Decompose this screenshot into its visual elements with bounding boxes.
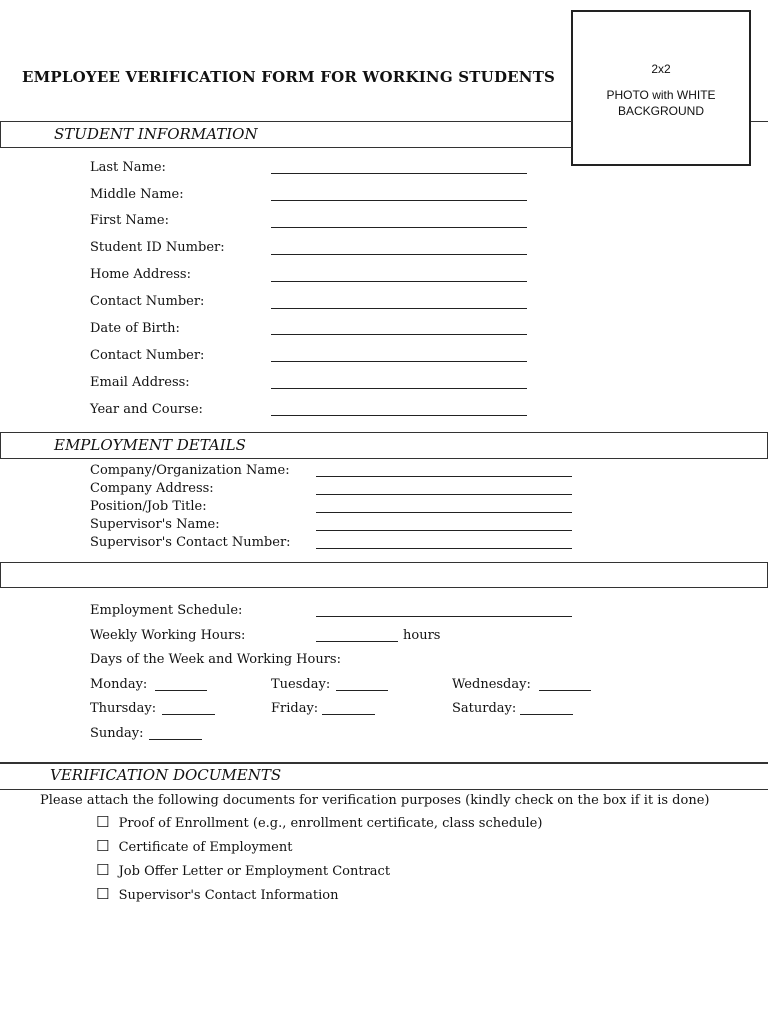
- field-label-student-id: Student ID Number:: [90, 240, 225, 255]
- field-line-home-address[interactable]: [271, 281, 527, 282]
- checkbox-icon[interactable]: ☐: [96, 813, 110, 831]
- employment-header: [0, 432, 768, 459]
- day-line-thursday[interactable]: [162, 714, 215, 715]
- day-label-thursday: Thursday:: [90, 701, 157, 716]
- header-rule-right: [751, 121, 768, 122]
- field-label-position: Position/Job Title:: [90, 499, 207, 514]
- field-line-supervisor-contact[interactable]: [316, 548, 572, 549]
- checklist-label-enrollment: Proof of Enrollment (e.g., enrollment certificate, class schedule): [118, 816, 543, 831]
- photo-instruction: [573, 87, 749, 119]
- day-label-sunday: Sunday:: [90, 726, 144, 741]
- field-label-supervisor-contact: Supervisor's Contact Number:: [90, 535, 291, 550]
- day-line-friday[interactable]: [322, 714, 375, 715]
- day-label-friday: Friday:: [271, 701, 319, 716]
- field-line-weekly-hours[interactable]: [316, 641, 398, 642]
- day-line-monday[interactable]: [155, 690, 207, 691]
- field-label-home-address: Home Address:: [90, 267, 191, 282]
- field-label-date-of-birth: Date of Birth:: [90, 321, 180, 336]
- checklist-item[interactable]: [96, 837, 292, 855]
- checklist-item[interactable]: [96, 861, 390, 879]
- field-line-company-name[interactable]: [316, 476, 572, 477]
- verification-title: VERIFICATION DOCUMENTS: [50, 766, 282, 784]
- field-label-company-name: Company/Organization Name:: [90, 463, 290, 478]
- field-line-company-address[interactable]: [316, 494, 572, 495]
- day-line-saturday[interactable]: [520, 714, 573, 715]
- days-heading: Days of the Week and Working Hours:: [90, 652, 341, 667]
- field-label-supervisor-name: Supervisor's Name:: [90, 517, 220, 532]
- field-line-student-id[interactable]: [271, 254, 527, 255]
- field-label-year-course: Year and Course:: [90, 402, 203, 417]
- field-line-year-course[interactable]: [271, 415, 527, 416]
- form-title: EMPLOYEE VERIFICATION FORM FOR WORKING STUDENTS: [22, 68, 556, 86]
- field-label-middle-name: Middle Name:: [90, 187, 184, 202]
- photo-placeholder: [571, 10, 751, 166]
- student-info-title: STUDENT INFORMATION: [54, 125, 258, 143]
- field-line-contact-number[interactable]: [271, 308, 527, 309]
- field-line-middle-name[interactable]: [271, 200, 527, 201]
- day-label-wednesday: Wednesday:: [452, 677, 531, 692]
- field-line-contact-number-2[interactable]: [271, 361, 527, 362]
- field-label-last-name: Last Name:: [90, 160, 166, 175]
- field-label-contact-number-2: Contact Number:: [90, 348, 205, 363]
- field-line-employment-schedule[interactable]: [316, 616, 572, 617]
- checkbox-icon[interactable]: ☐: [96, 861, 110, 879]
- day-label-tuesday: Tuesday:: [271, 677, 331, 692]
- photo-size-label: 2x2: [651, 62, 671, 76]
- field-line-supervisor-name[interactable]: [316, 530, 572, 531]
- checklist-item[interactable]: [96, 885, 338, 903]
- checklist-label-certificate: Certificate of Employment: [118, 840, 293, 855]
- field-label-weekly-hours: Weekly Working Hours:: [90, 628, 246, 643]
- field-line-date-of-birth[interactable]: [271, 334, 527, 335]
- field-label-employment-schedule: Employment Schedule:: [90, 603, 243, 618]
- hours-suffix: hours: [403, 628, 441, 643]
- checkbox-icon[interactable]: ☐: [96, 885, 110, 903]
- field-line-last-name[interactable]: [271, 173, 527, 174]
- checklist-item[interactable]: [96, 813, 542, 831]
- photo-text-line2: BACKGROUND: [617, 104, 704, 118]
- verification-top-rule: [0, 762, 768, 764]
- checklist-label-job-offer: Job Offer Letter or Employment Contract: [118, 864, 391, 879]
- day-label-saturday: Saturday:: [452, 701, 517, 716]
- verification-instruction: Please attach the following documents for verification purposes (kindly check on the box if it is done): [40, 793, 710, 808]
- field-label-email: Email Address:: [90, 375, 190, 390]
- checklist-label-supervisor-contact: Supervisor's Contact Information: [118, 888, 339, 903]
- student-info-header: [0, 121, 572, 148]
- field-line-position[interactable]: [316, 512, 572, 513]
- verification-bottom-rule: [0, 789, 768, 790]
- day-line-tuesday[interactable]: [336, 690, 388, 691]
- day-label-monday: Monday:: [90, 677, 148, 692]
- field-label-contact-number: Contact Number:: [90, 294, 205, 309]
- employment-title: EMPLOYMENT DETAILS: [54, 436, 246, 454]
- day-line-wednesday[interactable]: [539, 690, 591, 691]
- photo-text-line1: PHOTO with WHITE: [606, 88, 716, 102]
- field-line-first-name[interactable]: [271, 227, 527, 228]
- blank-section-bar: [0, 562, 768, 588]
- day-line-sunday[interactable]: [149, 739, 202, 740]
- checkbox-icon[interactable]: ☐: [96, 837, 110, 855]
- field-label-company-address: Company Address:: [90, 481, 214, 496]
- field-label-first-name: First Name:: [90, 213, 169, 228]
- field-line-email[interactable]: [271, 388, 527, 389]
